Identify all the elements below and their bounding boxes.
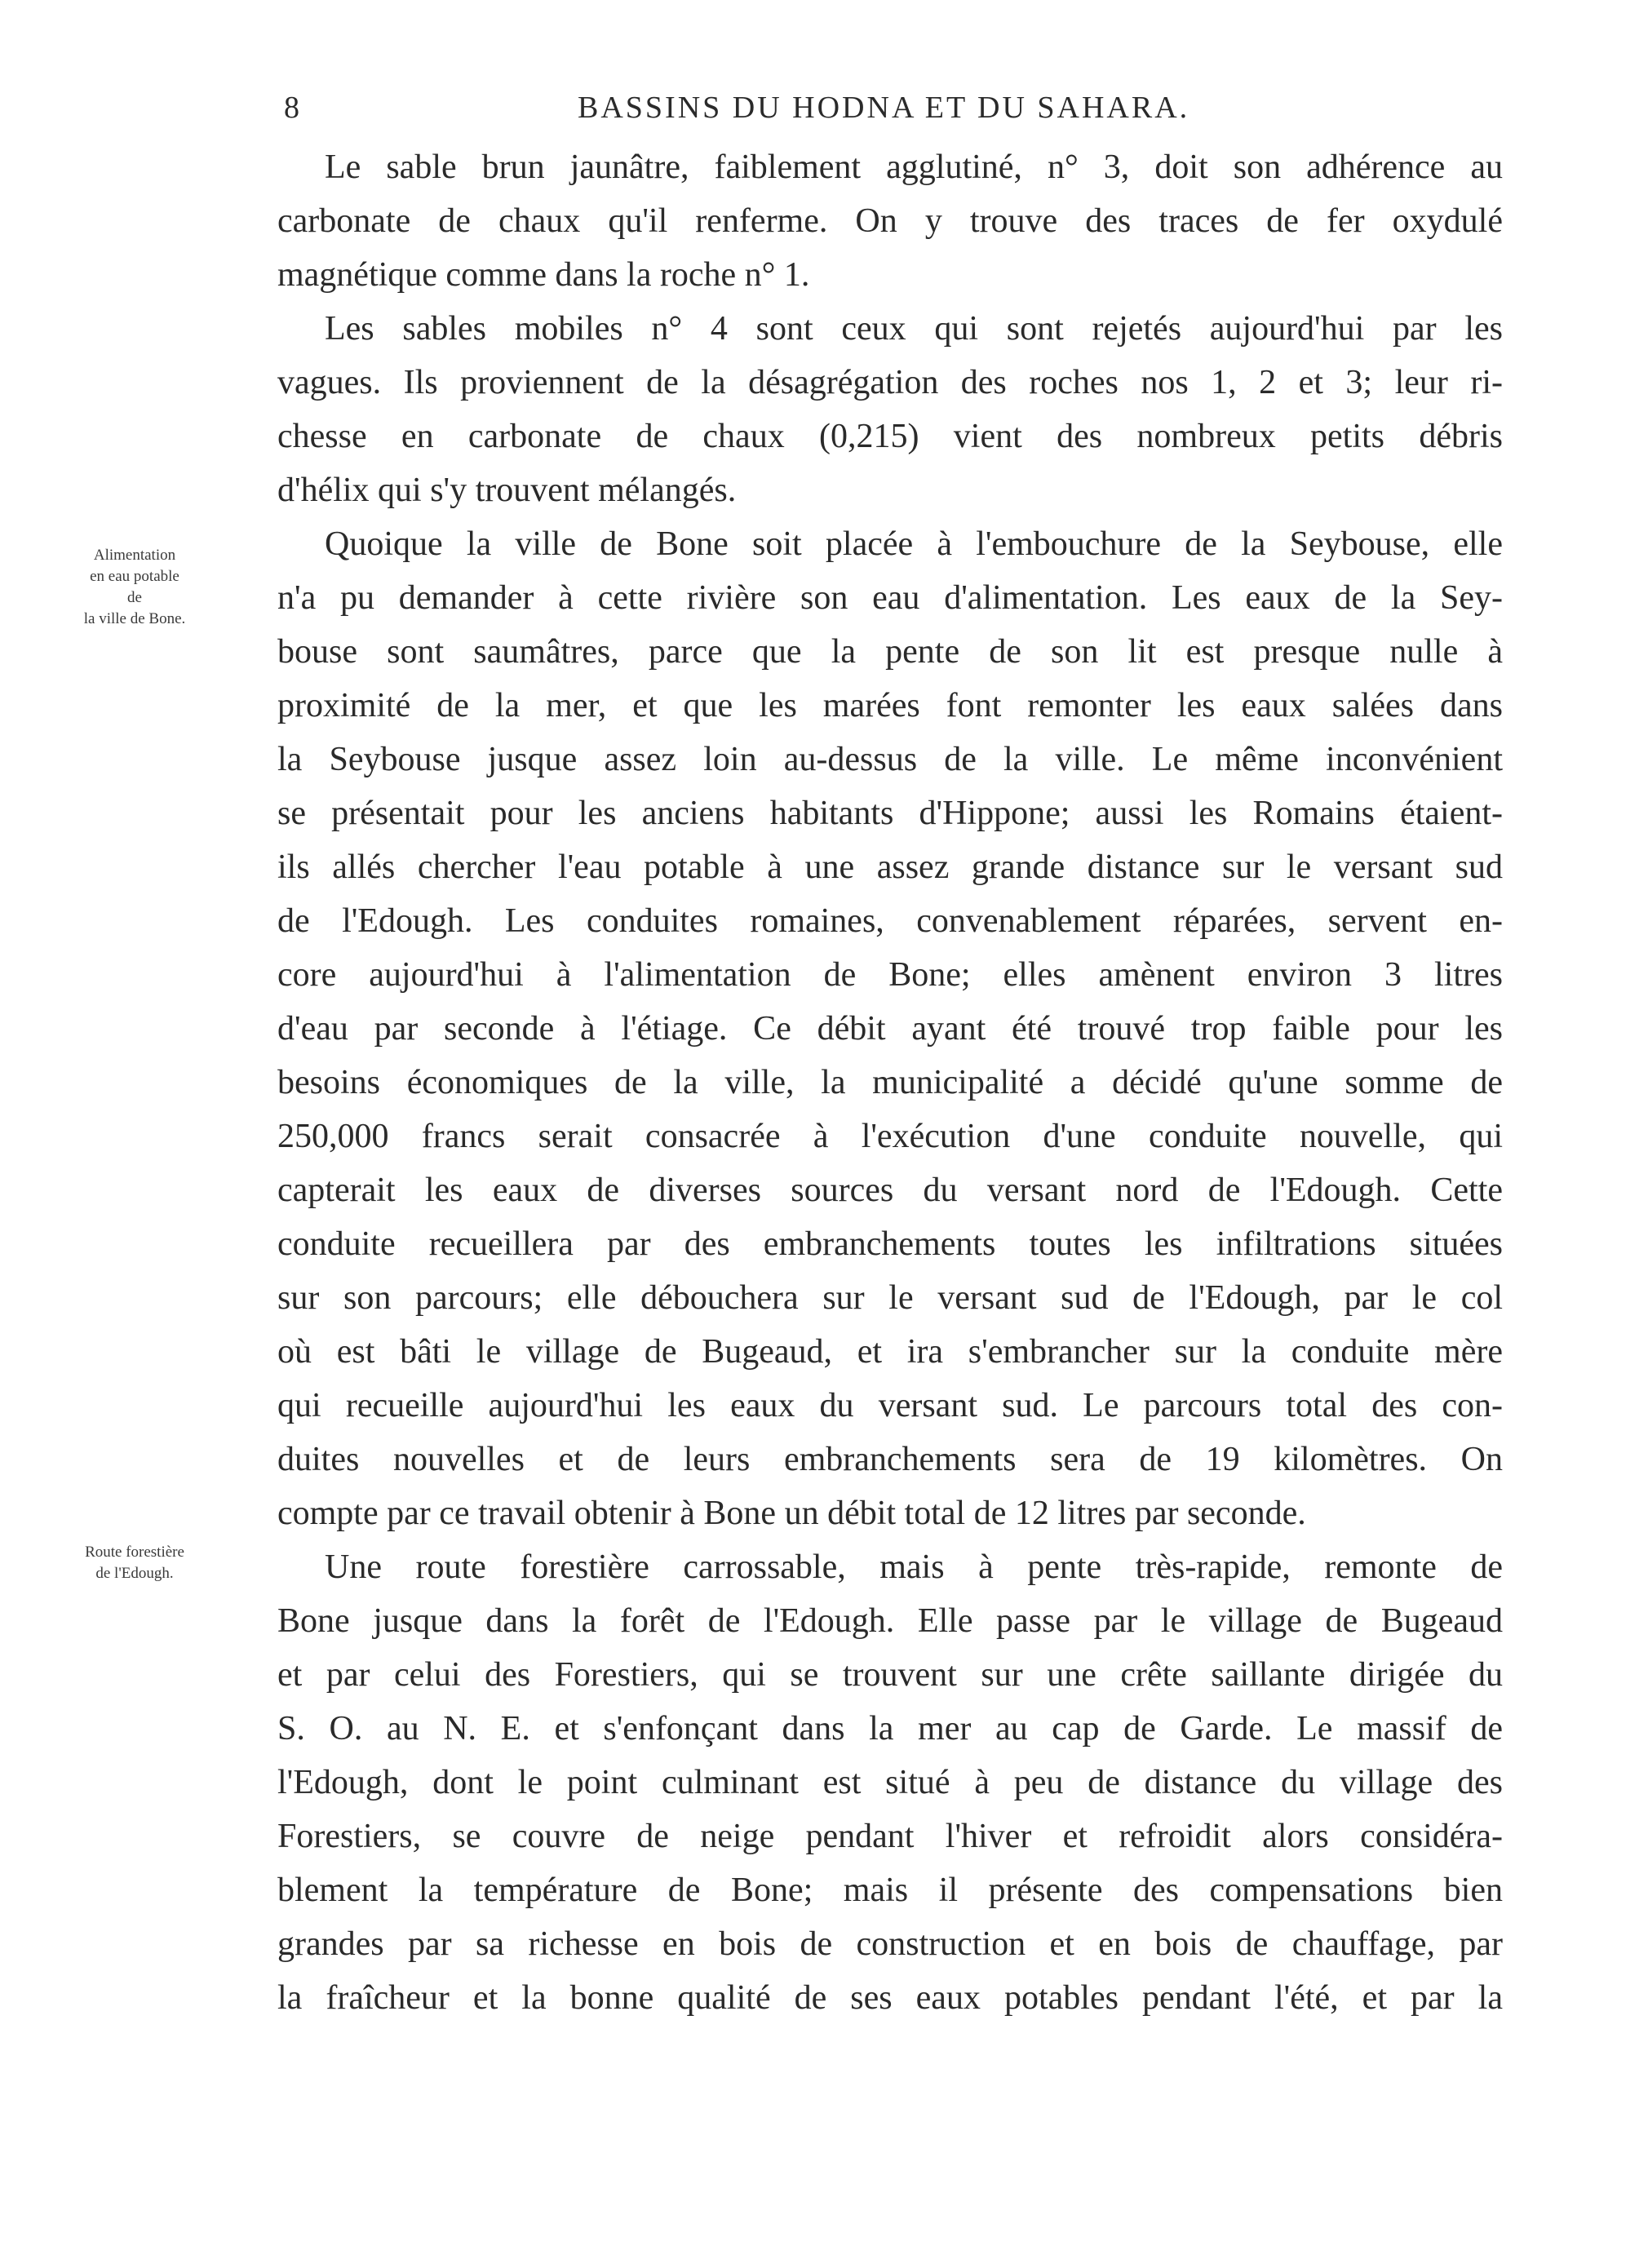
margin-note-line: de l'Edough. <box>95 1565 174 1582</box>
margin-note-water-supply <box>41 545 228 630</box>
running-title: BASSINS DU HODNA ET DU SAHARA. <box>578 91 1190 125</box>
page-header <box>0 90 1648 139</box>
text-line: qui recueille aujourd'hui les eaux du versant sud. Le parcours total des con- <box>277 1387 1503 1424</box>
text-line: besoins économiques de la ville, la municipalité a décidé qu'une somme de <box>277 1064 1503 1101</box>
body-text <box>277 140 1503 2025</box>
text-line: l'Edough, dont le point culminant est situé à peu de distance du village des <box>277 1764 1503 1801</box>
text-line: se présentait pour les anciens habitants d'Hippone; aussi les Romains étaient- <box>277 795 1503 832</box>
text-line: magnétique comme dans la roche n° 1. <box>277 256 810 294</box>
text-line: Quoique la ville de Bone soit placée à l'embouchure de la Seybouse, elle <box>325 525 1503 563</box>
text-line: S. O. au N. E. et s'enfonçant dans la mer au cap de Garde. Le massif de <box>277 1710 1503 1748</box>
margin-note-line: en eau potable <box>90 568 179 585</box>
page-number: 8 <box>284 91 299 125</box>
text-line: Bone jusque dans la forêt de l'Edough. Elle passe par le village de Bugeaud <box>277 1602 1503 1640</box>
text-line: d'eau par seconde à l'étiage. Ce débit ayant été trouvé trop faible pour les <box>277 1010 1503 1048</box>
margin-note-line: Alimentation <box>93 547 176 564</box>
text-line: bouse sont saumâtres, parce que la pente de son lit est presque nulle à <box>277 633 1503 671</box>
text-line: ils allés chercher l'eau potable à une assez grande distance sur le versant sud <box>277 848 1503 886</box>
text-line: Les sables mobiles n° 4 sont ceux qui sont rejetés aujourd'hui par les <box>325 310 1503 348</box>
text-line: grandes par sa richesse en bois de construction et en bois de chauffage, par <box>277 1925 1503 1963</box>
text-line: proximité de la mer, et que les marées font remonter les eaux salées dans <box>277 687 1503 724</box>
margin-note-line: de <box>127 589 142 606</box>
text-line: conduite recueillera par des embranchements toutes les infiltrations situées <box>277 1225 1503 1263</box>
text-line: blement la température de Bone; mais il présente des compensations bien <box>277 1872 1503 1909</box>
text-line: vagues. Ils proviennent de la désagrégation des roches nos 1, 2 et 3; leur ri- <box>277 364 1503 401</box>
text-line: la Seybouse jusque assez loin au-dessus de la ville. Le même inconvénient <box>277 741 1503 778</box>
margin-note-forest-road <box>41 1542 228 1584</box>
text-line: Le sable brun jaunâtre, faiblement agglutiné, n° 3, doit son adhérence au <box>325 148 1503 186</box>
text-line: la fraîcheur et la bonne qualité de ses eaux potables pendant l'été, et par la <box>277 1979 1503 2017</box>
text-line: duites nouvelles et de leurs embranchements sera de 19 kilomètres. On <box>277 1441 1503 1478</box>
text-line: n'a pu demander à cette rivière son eau d'alimentation. Les eaux de la Sey- <box>277 579 1503 617</box>
text-line: core aujourd'hui à l'alimentation de Bone; elles amènent environ 3 litres <box>277 956 1503 994</box>
text-line: chesse en carbonate de chaux (0,215) vient des nombreux petits débris <box>277 418 1503 455</box>
text-line: Forestiers, se couvre de neige pendant l'hiver et refroidit alors considéra- <box>277 1818 1503 1855</box>
text-line: 250,000 francs serait consacrée à l'exécution d'une conduite nouvelle, qui <box>277 1118 1503 1155</box>
text-line: compte par ce travail obtenir à Bone un débit total de 12 litres par seconde. <box>277 1495 1306 1532</box>
text-line: capterait les eaux de diverses sources du versant nord de l'Edough. Cette <box>277 1172 1503 1209</box>
text-line: sur son parcours; elle débouchera sur le versant sud de l'Edough, par le col <box>277 1279 1503 1317</box>
text-line: où est bâti le village de Bugeaud, et ira s'embrancher sur la conduite mère <box>277 1333 1503 1371</box>
text-line: de l'Edough. Les conduites romaines, convenablement réparées, servent en- <box>277 902 1503 940</box>
margin-note-line: la ville de Bone. <box>83 610 186 627</box>
text-line: d'hélix qui s'y trouvent mélangés. <box>277 472 737 509</box>
margin-note-line: Route forestière <box>85 1544 184 1561</box>
text-line: et par celui des Forestiers, qui se trouvent sur une crête saillante dirigée du <box>277 1656 1503 1694</box>
text-line: Une route forestière carrossable, mais à pente très-rapide, remonte de <box>325 1548 1503 1586</box>
text-line: carbonate de chaux qu'il renferme. On y trouve des traces de fer oxydulé <box>277 202 1503 240</box>
